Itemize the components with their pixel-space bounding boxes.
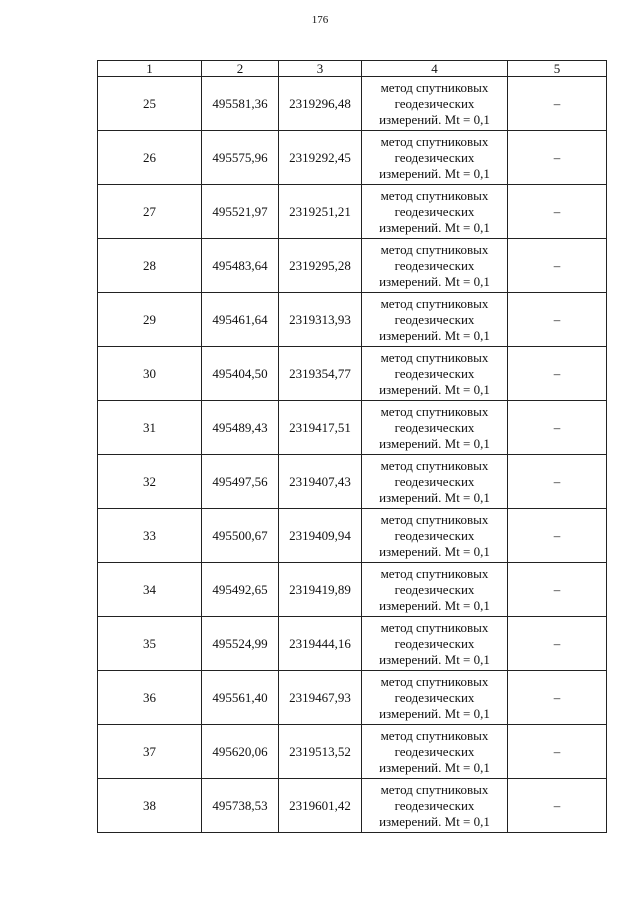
note-cell: – [508,239,607,293]
method-line: метод спутниковых [380,457,489,473]
method-line: геодезических [394,203,475,219]
note-cell: – [508,347,607,401]
method-line: геодезических [394,689,475,705]
coordinate-y-cell: 2319409,94 [279,509,362,563]
method-line: геодезических [394,473,475,489]
method-line: геодезических [394,365,475,381]
note-cell: – [508,509,607,563]
table-row [98,725,607,779]
column-header-1: 1 [98,61,202,77]
method-line: геодезических [394,527,475,543]
method-line: метод спутниковых [380,295,489,311]
method-cell [362,671,508,725]
coordinate-y-cell: 2319251,21 [279,185,362,239]
method-line: геодезических [394,419,475,435]
note-cell: – [508,131,607,185]
method-line: метод спутниковых [380,349,489,365]
coordinate-y-cell: 2319407,43 [279,455,362,509]
method-cell [362,401,508,455]
method-line: измерений. Mt = 0,1 [379,705,490,721]
method-cell [362,131,508,185]
point-number-cell: 33 [98,509,202,563]
coordinate-y-cell: 2319295,28 [279,239,362,293]
point-number-cell: 25 [98,77,202,131]
coordinates-table [97,60,607,833]
method-line: измерений. Mt = 0,1 [379,597,490,613]
coordinate-x-cell: 495492,65 [202,563,279,617]
method-line: метод спутниковых [380,619,489,635]
coordinate-x-cell: 495500,67 [202,509,279,563]
method-line: измерений. Mt = 0,1 [379,813,490,829]
method-cell [362,293,508,347]
note-cell: – [508,563,607,617]
table-row [98,347,607,401]
coordinate-x-cell: 495620,06 [202,725,279,779]
coordinate-x-cell: 495489,43 [202,401,279,455]
method-line: измерений. Mt = 0,1 [379,111,490,127]
coordinate-x-cell: 495561,40 [202,671,279,725]
method-line: геодезических [394,311,475,327]
point-number-cell: 37 [98,725,202,779]
note-cell: – [508,185,607,239]
method-line: метод спутниковых [380,673,489,689]
table-row [98,509,607,563]
method-cell [362,563,508,617]
method-line: измерений. Mt = 0,1 [379,273,490,289]
table-row [98,563,607,617]
table-row [98,455,607,509]
coordinate-y-cell: 2319296,48 [279,77,362,131]
coordinate-y-cell: 2319444,16 [279,617,362,671]
coordinate-x-cell: 495404,50 [202,347,279,401]
column-header-3: 3 [279,61,362,77]
method-line: измерений. Mt = 0,1 [379,489,490,505]
method-line: геодезических [394,95,475,111]
coordinate-y-cell: 2319313,93 [279,293,362,347]
method-cell [362,185,508,239]
coordinate-y-cell: 2319292,45 [279,131,362,185]
method-line: геодезических [394,635,475,651]
method-line: измерений. Mt = 0,1 [379,165,490,181]
point-number-cell: 31 [98,401,202,455]
table-row [98,239,607,293]
method-line: измерений. Mt = 0,1 [379,759,490,775]
method-line: метод спутниковых [380,565,489,581]
method-line: измерений. Mt = 0,1 [379,543,490,559]
method-line: геодезических [394,581,475,597]
point-number-cell: 29 [98,293,202,347]
point-number-cell: 34 [98,563,202,617]
method-cell [362,509,508,563]
note-cell: – [508,725,607,779]
table-row [98,131,607,185]
table-row [98,77,607,131]
coordinate-x-cell: 495738,53 [202,779,279,833]
method-cell [362,77,508,131]
coordinate-y-cell: 2319354,77 [279,347,362,401]
point-number-cell: 38 [98,779,202,833]
note-cell: – [508,617,607,671]
method-line: метод спутниковых [380,403,489,419]
note-cell: – [508,779,607,833]
method-line: измерений. Mt = 0,1 [379,327,490,343]
coordinate-x-cell: 495575,96 [202,131,279,185]
note-cell: – [508,293,607,347]
method-line: геодезических [394,257,475,273]
coordinate-y-cell: 2319417,51 [279,401,362,455]
table-row [98,185,607,239]
table-row [98,617,607,671]
point-number-cell: 32 [98,455,202,509]
method-line: метод спутниковых [380,79,489,95]
note-cell: – [508,401,607,455]
table-body [98,77,607,833]
point-number-cell: 30 [98,347,202,401]
point-number-cell: 26 [98,131,202,185]
method-line: метод спутниковых [380,187,489,203]
table-header-row [98,61,607,77]
method-line: метод спутниковых [380,781,489,797]
table-row [98,401,607,455]
coordinate-y-cell: 2319601,42 [279,779,362,833]
coordinate-x-cell: 495581,36 [202,77,279,131]
method-cell [362,347,508,401]
method-cell [362,455,508,509]
coordinate-x-cell: 495521,97 [202,185,279,239]
note-cell: – [508,671,607,725]
coordinate-x-cell: 495524,99 [202,617,279,671]
method-line: геодезических [394,149,475,165]
coordinate-y-cell: 2319467,93 [279,671,362,725]
method-line: измерений. Mt = 0,1 [379,381,490,397]
point-number-cell: 27 [98,185,202,239]
page-number: 176 [311,14,329,26]
method-line: измерений. Mt = 0,1 [379,435,490,451]
note-cell: – [508,455,607,509]
column-header-2: 2 [202,61,279,77]
method-line: измерений. Mt = 0,1 [379,651,490,667]
point-number-cell: 35 [98,617,202,671]
coordinate-x-cell: 495497,56 [202,455,279,509]
method-cell [362,779,508,833]
table-row [98,671,607,725]
coordinate-y-cell: 2319419,89 [279,563,362,617]
method-line: метод спутниковых [380,727,489,743]
table-row [98,779,607,833]
table-row [98,293,607,347]
column-header-4: 4 [362,61,508,77]
coordinate-x-cell: 495461,64 [202,293,279,347]
column-header-5: 5 [508,61,607,77]
method-line: измерений. Mt = 0,1 [379,219,490,235]
method-line: геодезических [394,797,475,813]
point-number-cell: 28 [98,239,202,293]
note-cell: – [508,77,607,131]
method-line: геодезических [394,743,475,759]
method-line: метод спутниковых [380,511,489,527]
coordinate-y-cell: 2319513,52 [279,725,362,779]
method-cell [362,617,508,671]
method-line: метод спутниковых [380,133,489,149]
point-number-cell: 36 [98,671,202,725]
method-cell [362,239,508,293]
method-cell [362,725,508,779]
method-line: метод спутниковых [380,241,489,257]
coordinate-x-cell: 495483,64 [202,239,279,293]
